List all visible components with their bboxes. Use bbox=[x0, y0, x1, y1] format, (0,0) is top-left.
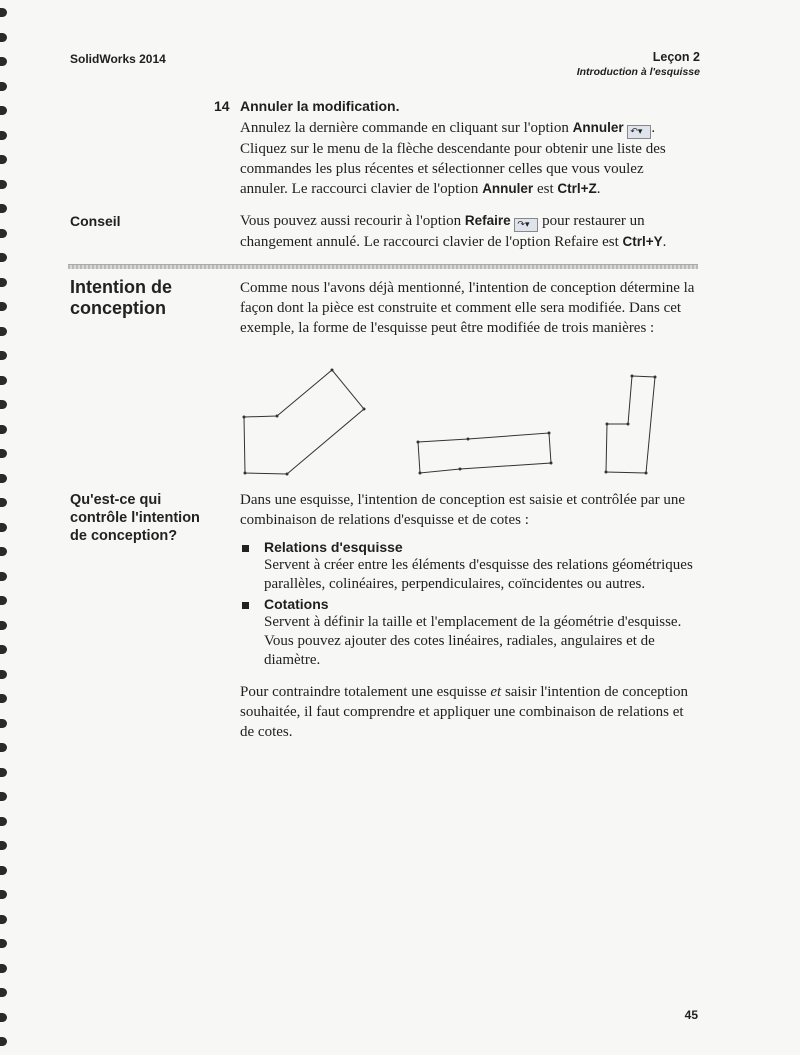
binding-ring bbox=[0, 57, 7, 66]
bullet-cotations bbox=[240, 596, 700, 670]
binding-ring bbox=[0, 523, 7, 532]
spiral-binding bbox=[0, 0, 14, 1055]
binding-ring bbox=[0, 817, 7, 826]
step-title bbox=[214, 98, 684, 114]
step-number: 14 bbox=[214, 98, 230, 114]
conseil-text: pour restaurer un changement annulé. Le raccourci clavier de l'option Refaire est bbox=[240, 213, 645, 250]
binding-ring bbox=[0, 8, 7, 17]
redo-icon: ↷▾ bbox=[514, 218, 538, 232]
binding-ring bbox=[0, 498, 7, 507]
sketch-flat-shape bbox=[418, 433, 551, 473]
step-title-text: Annuler la modification. bbox=[240, 98, 400, 114]
redo-shortcut: Ctrl+Y bbox=[622, 234, 663, 249]
binding-ring bbox=[0, 743, 7, 752]
sketch-bent-shape bbox=[244, 370, 364, 474]
conseil-paragraph bbox=[240, 211, 700, 252]
binding-ring bbox=[0, 33, 7, 42]
intention-paragraph: Comme nous l'avons déjà mentionné, l'intention de conception détermine la façon dont la pièce est construite et comment elle sera modifiée. Dans cet exemple, la forme de l'esquisse peut être modifiée de trois manières : bbox=[240, 280, 695, 336]
binding-ring bbox=[0, 547, 7, 556]
binding-ring bbox=[0, 253, 7, 262]
annuler-term: Annuler bbox=[482, 181, 534, 196]
bullet-title: Relations d'esquisse bbox=[264, 539, 403, 555]
closing-text: saisir l'intention de conception souhaitée, il faut comprendre et appliquer une combinaison de relations et de cotes. bbox=[240, 684, 689, 740]
heading-line: conception bbox=[70, 298, 167, 318]
binding-ring bbox=[0, 278, 7, 287]
binding-ring bbox=[0, 474, 7, 483]
binding-ring bbox=[0, 351, 7, 360]
binding-ring bbox=[0, 131, 7, 140]
binding-ring bbox=[0, 768, 7, 777]
binding-ring bbox=[0, 645, 7, 654]
binding-ring bbox=[0, 1037, 7, 1046]
sketch-l-shape bbox=[606, 376, 655, 473]
binding-ring bbox=[0, 694, 7, 703]
conseil-text: Vous pouvez aussi recourir à l'option bbox=[240, 213, 462, 229]
binding-ring bbox=[0, 1013, 7, 1022]
binding-ring bbox=[0, 596, 7, 605]
conseil-label: Conseil bbox=[70, 213, 121, 229]
binding-ring bbox=[0, 988, 7, 997]
binding-ring bbox=[0, 621, 7, 630]
undo-icon: ↶▾ bbox=[627, 125, 651, 139]
binding-ring bbox=[0, 841, 7, 850]
bullet-body: Servent à créer entre les éléments d'esquisse des relations géométriques parallèles, colinéaires, perpendiculaires, coïncidentes ou autres. bbox=[264, 557, 693, 592]
header-lesson bbox=[577, 50, 700, 78]
binding-ring bbox=[0, 425, 7, 434]
closing-emphasis: et bbox=[490, 684, 502, 700]
binding-ring bbox=[0, 155, 7, 164]
binding-ring bbox=[0, 719, 7, 728]
binding-ring bbox=[0, 302, 7, 311]
lesson-number: Leçon 2 bbox=[652, 50, 700, 64]
binding-ring bbox=[0, 229, 7, 238]
page-number: 45 bbox=[684, 1008, 698, 1022]
conseil-text: . bbox=[662, 234, 667, 250]
step-text: . bbox=[596, 181, 601, 197]
bullet-body: Servent à définir la taille et l'emplacement de la géométrie d'esquisse. Vous pouvez ajouter des cotes linéaires, radiales, angulaires et de diamètre. bbox=[264, 614, 682, 668]
binding-ring bbox=[0, 82, 7, 91]
undo-shortcut: Ctrl+Z bbox=[557, 181, 597, 196]
step-text: . Cliquez sur le menu de la flèche descendante pour obtenir une liste des commandes les plus récentes et sélectionner celles que vous voulez annuler. Le raccourci clavier de l'option bbox=[240, 120, 666, 197]
binding-ring bbox=[0, 915, 7, 924]
closing-text: Pour contraindre totalement une esquisse bbox=[240, 684, 487, 700]
heading-line: Intention de bbox=[70, 277, 172, 297]
refaire-term: Refaire bbox=[464, 213, 511, 228]
binding-ring bbox=[0, 890, 7, 899]
binding-ring bbox=[0, 792, 7, 801]
sketch-shapes-figure bbox=[230, 365, 670, 480]
binding-ring bbox=[0, 106, 7, 115]
heading-line: contrôle l'intention bbox=[70, 510, 200, 526]
lesson-subtitle: Introduction à l'esquisse bbox=[576, 66, 700, 78]
section-divider bbox=[68, 264, 698, 269]
binding-ring bbox=[0, 670, 7, 679]
binding-ring bbox=[0, 964, 7, 973]
step-text: Annulez la dernière commande en cliquant sur l'option bbox=[240, 120, 569, 136]
binding-ring bbox=[0, 204, 7, 213]
annuler-term: Annuler bbox=[572, 120, 624, 135]
bullet-relations bbox=[240, 539, 700, 594]
heading-line: Qu'est-ce qui bbox=[70, 492, 162, 508]
intention-heading bbox=[70, 277, 172, 319]
step-text: est bbox=[536, 181, 554, 197]
step-paragraph bbox=[240, 118, 684, 199]
step-14 bbox=[214, 98, 684, 199]
binding-ring bbox=[0, 572, 7, 581]
binding-ring bbox=[0, 376, 7, 385]
binding-ring bbox=[0, 939, 7, 948]
binding-ring bbox=[0, 449, 7, 458]
bullet-title: Cotations bbox=[264, 596, 329, 612]
heading-line: de conception? bbox=[70, 528, 178, 544]
controle-heading bbox=[70, 491, 200, 545]
controle-section bbox=[240, 490, 700, 742]
controle-closing bbox=[240, 682, 700, 742]
header-product: SolidWorks 2014 bbox=[70, 52, 166, 66]
bullet-square bbox=[242, 602, 249, 609]
bullet-square bbox=[242, 545, 249, 552]
binding-ring bbox=[0, 866, 7, 875]
binding-ring bbox=[0, 180, 7, 189]
binding-ring bbox=[0, 400, 7, 409]
binding-ring bbox=[0, 327, 7, 336]
controle-intro: Dans une esquisse, l'intention de conception est saisie et contrôlée par une combinaison de relations d'esquisse et de cotes : bbox=[240, 492, 686, 528]
